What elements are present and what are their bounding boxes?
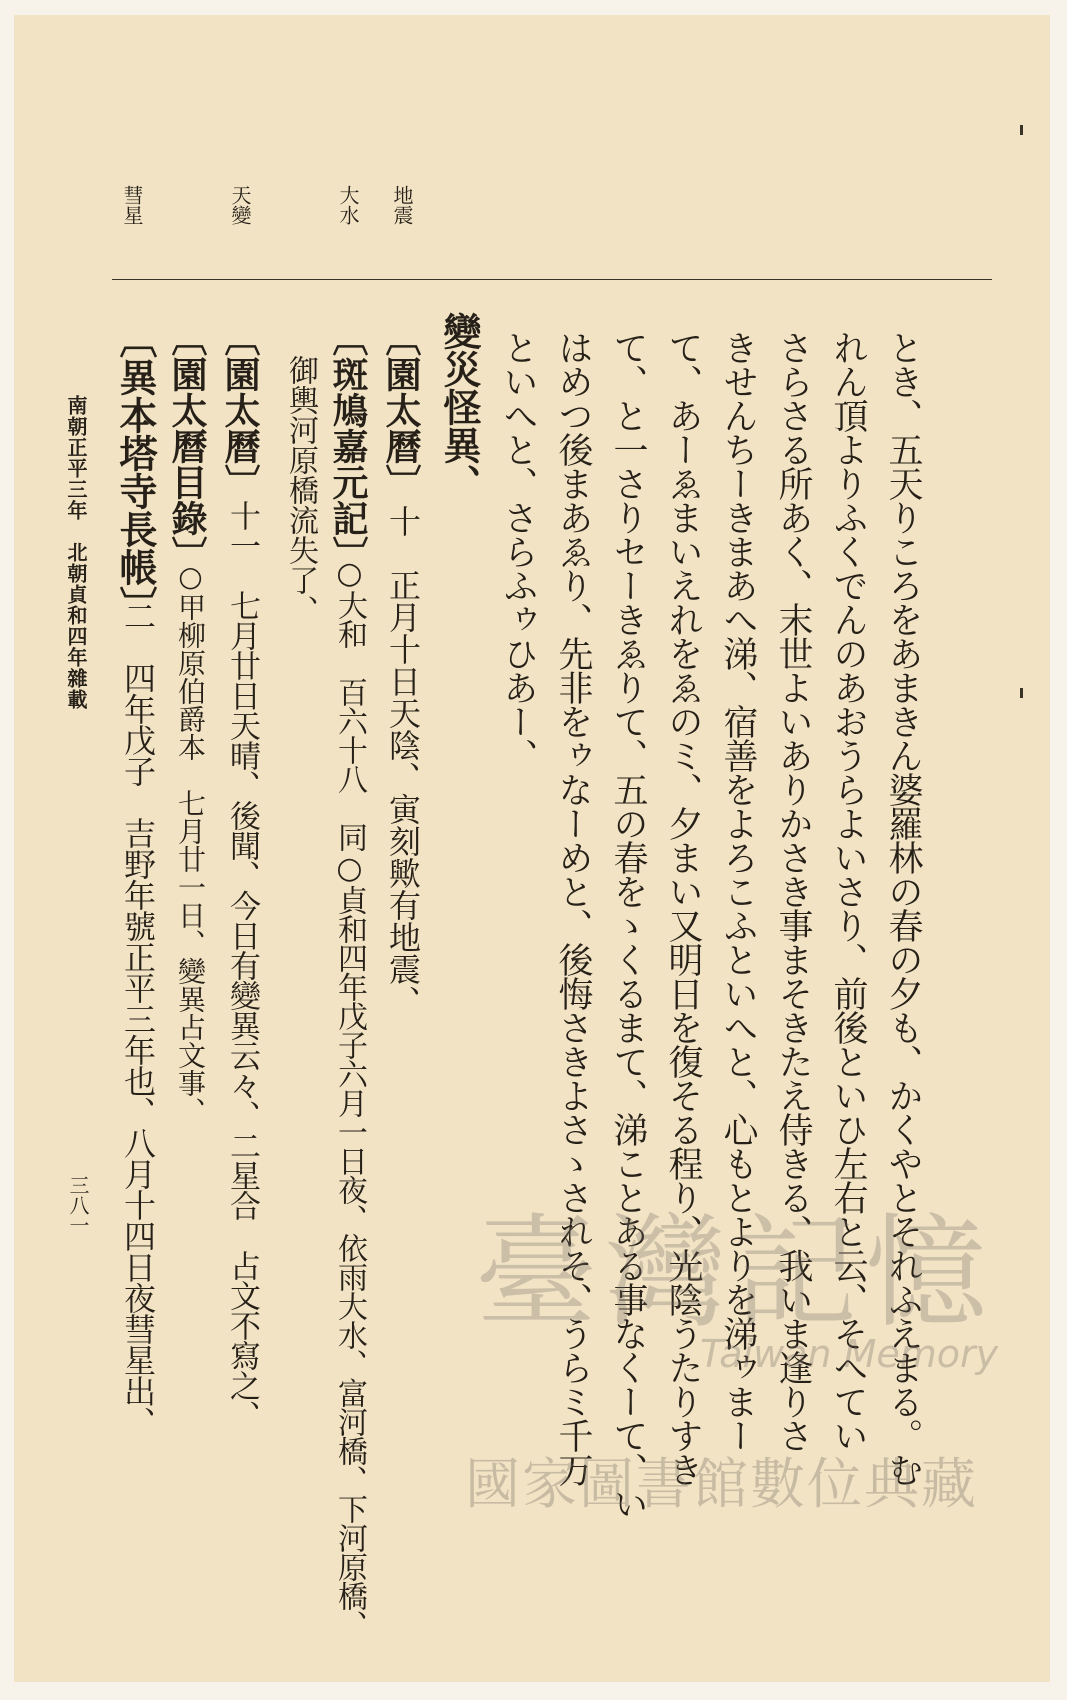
entry-source: 〔異本塔寺長帳〕 <box>113 320 158 624</box>
watermark-seal: 臺灣記憶 <box>475 1202 995 1344</box>
headnote-comet: 彗星 <box>120 185 144 225</box>
headnote-earthquake: 地震 <box>390 185 414 225</box>
section-title: 變災怪異、 <box>437 312 482 502</box>
running-head: 南朝正平三年 北朝貞和四年雜載 <box>64 395 88 710</box>
entry-text: ○大和 百六十八 同○貞和四年戊子六月一日夜、依雨大水、富河橋、下河原橋、 <box>332 556 367 1639</box>
entry-source: 〔園太曆〕 <box>219 320 261 500</box>
body-line: て、と一さりセーきゑりて、五の春をゝくるまて、涕ことある事なくーて、い <box>608 330 648 1520</box>
entry-text: 御輿河原橋流失了、 <box>283 355 318 625</box>
entry-text: 十 正月十日天陰、寅刻歟有地震、 <box>384 505 422 1017</box>
watermark-organization: 國家圖書館數位典藏 <box>465 1452 979 1516</box>
headnote-rule <box>112 279 992 280</box>
entry-text: 二 四年戊子 吉野年號正平三年也、八月十四日夜彗星出、 <box>119 600 157 1437</box>
entry-text: 十一 七月廿日天晴、後聞、今日有變異云々、二星合 占文不寫之、 <box>224 500 260 1430</box>
entry-source: 〔園太曆〕 <box>380 320 422 500</box>
body-line: きせんちーきまあへ涕、宿善をよろこふといへと、心もとよりを涕ゥまー <box>718 330 758 1452</box>
body-line: れん頂よりふくでんのあおうらよいさり、前後といひ左右と云、そへてい <box>828 330 868 1452</box>
body-line: はめつ後まあゑり、先非をゥなーめと、後悔さきよさゝされそ、うらミ千万 <box>553 330 593 1486</box>
body-line: といへと、さらふゥひあー、 <box>498 330 538 772</box>
entry-source: 〔斑鳩嘉元記〕 <box>327 320 369 572</box>
entry-source: 〔園太曆目錄〕 <box>166 320 208 572</box>
page-number: 三八一 <box>66 1175 90 1235</box>
headnote-flood: 大水 <box>336 185 360 225</box>
entry-text: ○甲柳原伯爵本 七月廿一日、變異占文事、 <box>174 560 207 1125</box>
body-line: とき、五天りころをあまきん婆羅林の春の夕も、かくやとそれふえまる。む <box>883 330 923 1486</box>
watermark-english: Taiwan Memory <box>700 1332 999 1376</box>
body-line: さらさる所あく、末世よいありかさき事まそきたえ侍きる、我いま逢りさ <box>773 330 813 1452</box>
headnote-celestial-change: 天變 <box>228 185 252 225</box>
margin-mark <box>1020 688 1023 698</box>
body-line: て、あーゑまいえれをゑのミ、夕まい又明日を復そる程り、光陰うたりすき <box>663 330 703 1486</box>
margin-mark <box>1020 125 1023 135</box>
